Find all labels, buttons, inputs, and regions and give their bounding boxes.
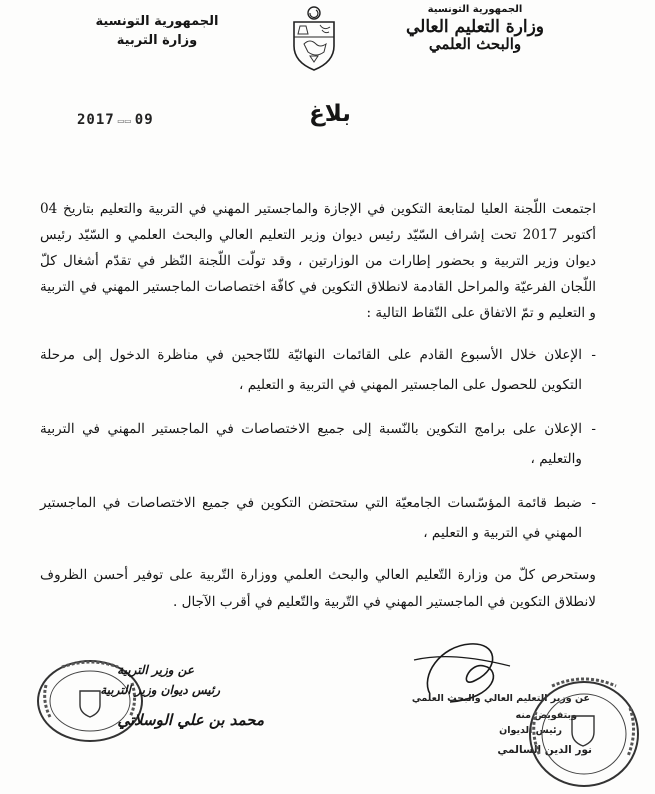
signatory-right-title: عن وزير التعليم العالي والبحث العلمي: [411, 693, 590, 704]
header-ministry-higher-education: [400, 4, 550, 53]
date-stamp-month: 09: [134, 112, 154, 128]
signature-block-education: [28, 655, 288, 745]
signatory-right-role: رئيس الديوان: [499, 725, 562, 736]
header-ministry-education: [82, 14, 232, 48]
date-stamp: 2017 ▭▭ 09: [77, 112, 154, 128]
agreement-points-list: [40, 340, 596, 548]
document-title: بلاغ: [309, 101, 351, 127]
closing-paragraph: وستحرص كلّ من وزارة التّعليم العالي والبحث العلمي ووزارة التّربية على توفير أحسن الظروف لانطلاق التكوين في الماجستير المهني في التّربية والتّعليم في أقرب الآجال .: [40, 567, 596, 610]
header-right-republic: الجمهورية التونسية: [427, 4, 523, 15]
header-left-republic: الجمهورية التونسية: [95, 14, 219, 29]
list-item: - ضبط قائمة المؤسّسات الجامعيّة التي ستحتضن التكوين في جميع الاختصاصات في الماجستير المهني في التربية و التعليم ،: [40, 495, 596, 541]
intro-paragraph: اجتمعت اللّجنة العليا لمتابعة التكوين في الإجازة والماجستير المهني في التربية والتعليم بتاريخ 04 أكتوبر 2017 تحت إشراف السّيّد رئيس ديوان وزير التعليم العالي والبحث العلمي و السّيّد رئيس ديوان وزير التربية و بحضور إطارات من الوزارتين ، وقد تولّت اللّجنة النّظر في تقدّم أشغال كلّ اللّجان الفرعيّة والمراحل القادمة لانطلاق التكوين في كافّة اختصاصات الماجستير المهني في التربية و التعليم و تمّ الاتفاق على النّقاط التالية :: [40, 201, 596, 321]
list-item: - الإعلان على برامج التكوين بالنّسبة إلى جميع الاختصاصات في الماجستير المهني في التربية والتعليم ،: [40, 421, 596, 467]
date-stamp-year: 2017: [77, 112, 115, 128]
signatory-right-name: نور الدين السالمي: [497, 744, 592, 756]
header-right-research: والبحث العلمي: [428, 35, 522, 53]
signatory-left-role: رئيس ديوان وزير التربية: [100, 683, 220, 697]
header-right-ministry: وزارة التعليم العالي: [405, 17, 545, 37]
signatory-left-name: محمد بن علي الوسلاتي: [117, 711, 264, 729]
document-body: [40, 196, 596, 616]
header-left-ministry: وزارة التربية: [116, 33, 198, 48]
signatory-right-delegation: وبتفويض منه: [515, 710, 577, 721]
list-item: - الإعلان خلال الأسبوع القادم على القائمات النهائيّة للنّاجحين في مناظرة الدخول إلى مرحلة التكوين للحصول على الماجستير المهني في التربية و التعليم ،: [40, 347, 596, 393]
signatory-left-title: عن وزير التربية: [117, 663, 194, 677]
official-seal-icon: [522, 672, 642, 790]
tunisia-coat-of-arms-icon: [286, 4, 342, 74]
